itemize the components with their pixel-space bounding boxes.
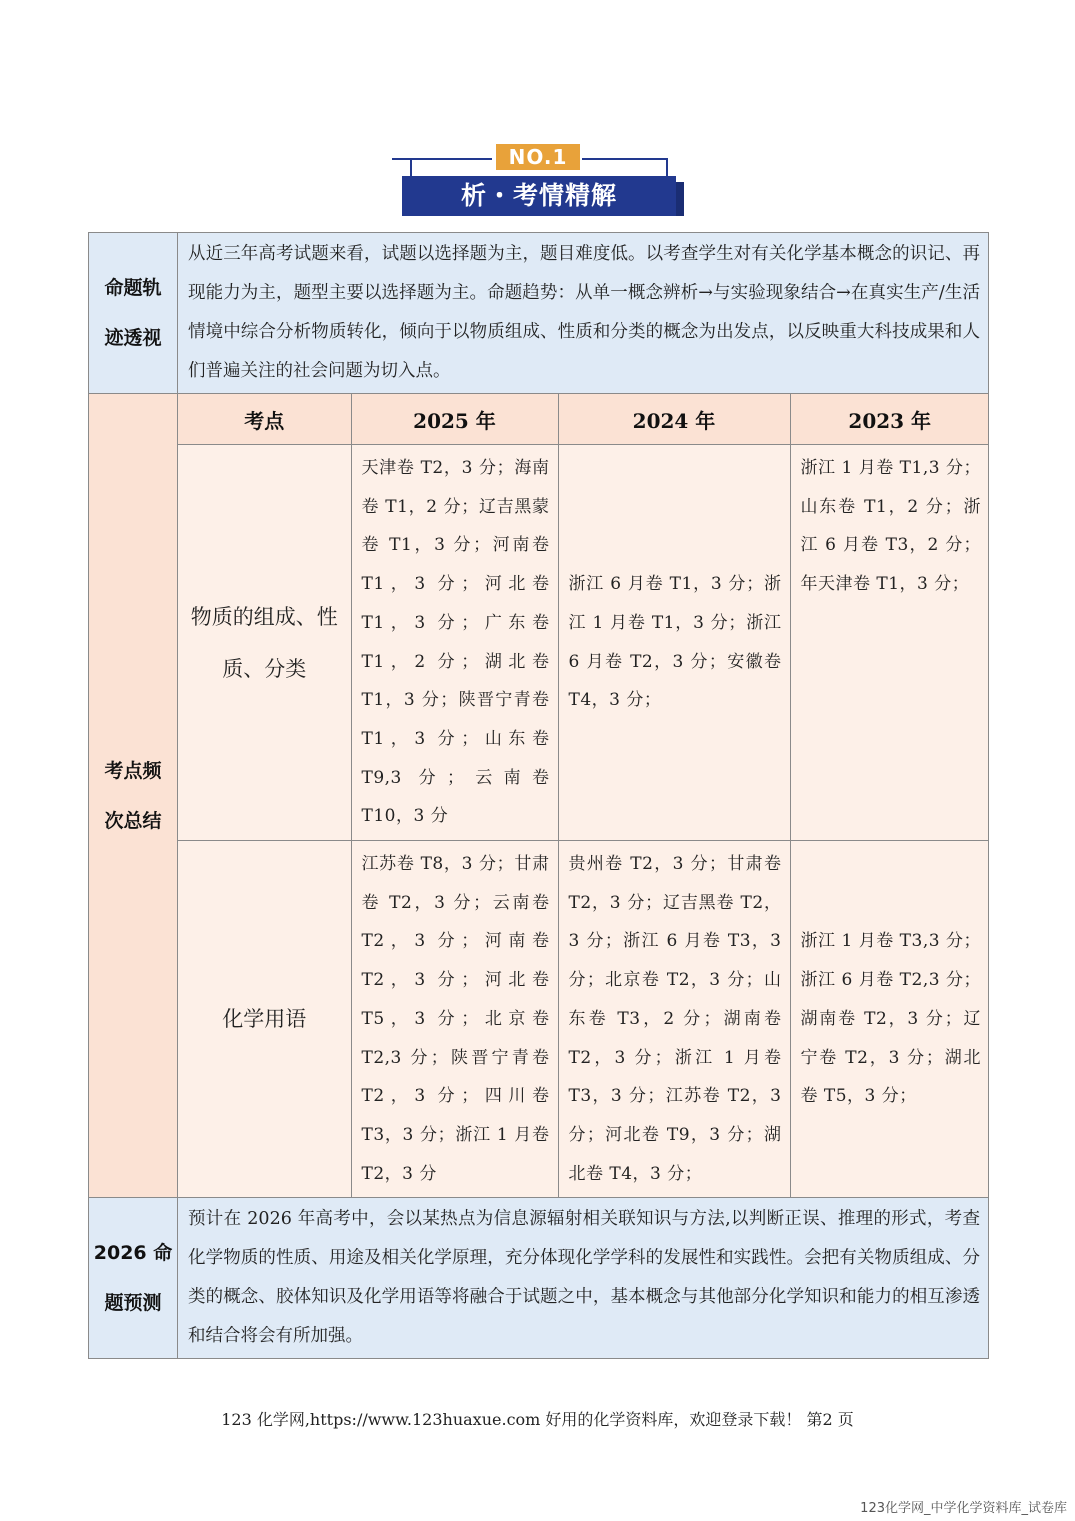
section-title: 析・考情精解 — [402, 176, 676, 216]
badge-decor-line — [392, 158, 492, 160]
topic-line: 物质的组成、性 — [190, 604, 338, 629]
column-header: 2024 年 — [558, 394, 790, 445]
page-footer: 123 化学网,https://www.123huaxue.com 好用的化学资料库，欢迎登录下载！ 第2 页 — [221, 1410, 854, 1429]
topic-line: 质、分类 — [222, 656, 307, 681]
frequency-header-row — [178, 394, 989, 445]
section-badge — [392, 140, 684, 220]
table-row — [178, 445, 989, 841]
prediction-label — [89, 1198, 178, 1359]
section-number: NO.1 — [496, 144, 580, 170]
table-row — [178, 841, 989, 1198]
badge-decor-line — [582, 158, 668, 160]
year-2025-cell: 天津卷 T2，3 分；海南卷 T1，2 分；辽吉黑蒙卷 T1，3 分；河南卷 T1，3 分；河北卷 T1，3 分；广东卷 T1，2 分；湖北卷 T1，3 分；陕晋宁青卷 T1，3 分；山东卷 T9,3 分；云南卷 T10，3 分 — [351, 445, 558, 841]
prediction-text: 预计在 2026 年高考中，会以某热点为信息源辐射相关联知识与方法,以判断正误、推理的形式，考查化学物质的性质、用途及相关化学原理，充分体现化学学科的发展性和实践性。会把有关物质组成、分类的概念、胶体知识及化学用语等将融合于试题之中，基本概念与其他部分化学知识和能力的相互渗透和结合将会有所加强。 — [178, 1198, 989, 1359]
label-line: 2026 命 — [93, 1242, 173, 1265]
frequency-label — [89, 394, 178, 1198]
year-2023-cell: 浙江 1 月卷 T3,3 分；浙江 6 月卷 T2,3 分；湖南卷 T2，3 分；辽宁卷 T2，3 分；湖北卷 T5，3 分； — [790, 841, 989, 1198]
year-2025-cell: 江苏卷 T8，3 分；甘肃卷 T2，3 分；云南卷 T2，3 分；河南卷 T2，3 分；河北卷 T5，3 分；北京卷 T2,3 分；陕晋宁青卷 T2，3 分；四川卷 T3，3 分；浙江 1 月卷 T2，3 分 — [351, 841, 558, 1198]
column-header: 考点 — [178, 394, 351, 445]
column-header: 2025 年 — [351, 394, 558, 445]
exam-analysis-table — [88, 232, 989, 1359]
frequency-row — [89, 394, 989, 1198]
column-header: 2023 年 — [790, 394, 989, 445]
prediction-row — [89, 1198, 989, 1359]
topic-line: 化学用语 — [222, 1007, 307, 1032]
frequency-table — [178, 394, 989, 1197]
year-2023-cell: 浙江 1 月卷 T1,3 分；山东卷 T1，2 分；浙江 6 月卷 T3，2 分；年天津卷 T1，3 分； — [790, 445, 989, 841]
trajectory-text: 从近三年高考试题来看，试题以选择题为主，题目难度低。以考查学生对有关化学基本概念的识记、再现能力为主，题型主要以选择题为主。命题趋势：从单一概念辨析→与实验现象结合→在真实生产/生活情境中综合分析物质转化，倾向于以物质组成、性质和分类的概念为出发点，以反映重大科技成果和人们普遍关注的社会问题为切入点。 — [178, 233, 989, 394]
label-line: 考点频 — [104, 759, 162, 782]
label-line: 命题轨 — [104, 277, 162, 299]
badge-decor-line — [666, 158, 668, 176]
site-watermark: 123化学网_中学化学资料库_试卷库 — [860, 1501, 1067, 1516]
badge-decor-line — [410, 158, 412, 176]
label-line: 题预测 — [104, 1292, 162, 1315]
trajectory-row — [89, 233, 989, 394]
year-2024-cell: 贵州卷 T2，3 分；甘肃卷 T2，3 分；辽吉黑卷 T2，3 分；浙江 6 月卷 T3，3 分；北京卷 T2，3 分；山东卷 T3，2 分；湖南卷 T2，3 分；浙江 1 月卷 T3，3 分；江苏卷 T2，3 分；河北卷 T9，3 分；湖北卷 T4，3 分； — [558, 841, 790, 1198]
topic-cell — [178, 445, 351, 841]
label-line: 迹透视 — [104, 327, 162, 349]
label-line: 次总结 — [104, 809, 162, 832]
topic-cell — [178, 841, 351, 1198]
trajectory-label — [89, 233, 178, 394]
frequency-inner-container — [178, 394, 989, 1198]
year-2024-cell: 浙江 6 月卷 T1，3 分；浙江 1 月卷 T1，3 分；浙江 6 月卷 T2，3 分；安徽卷 T4，3 分； — [558, 445, 790, 841]
